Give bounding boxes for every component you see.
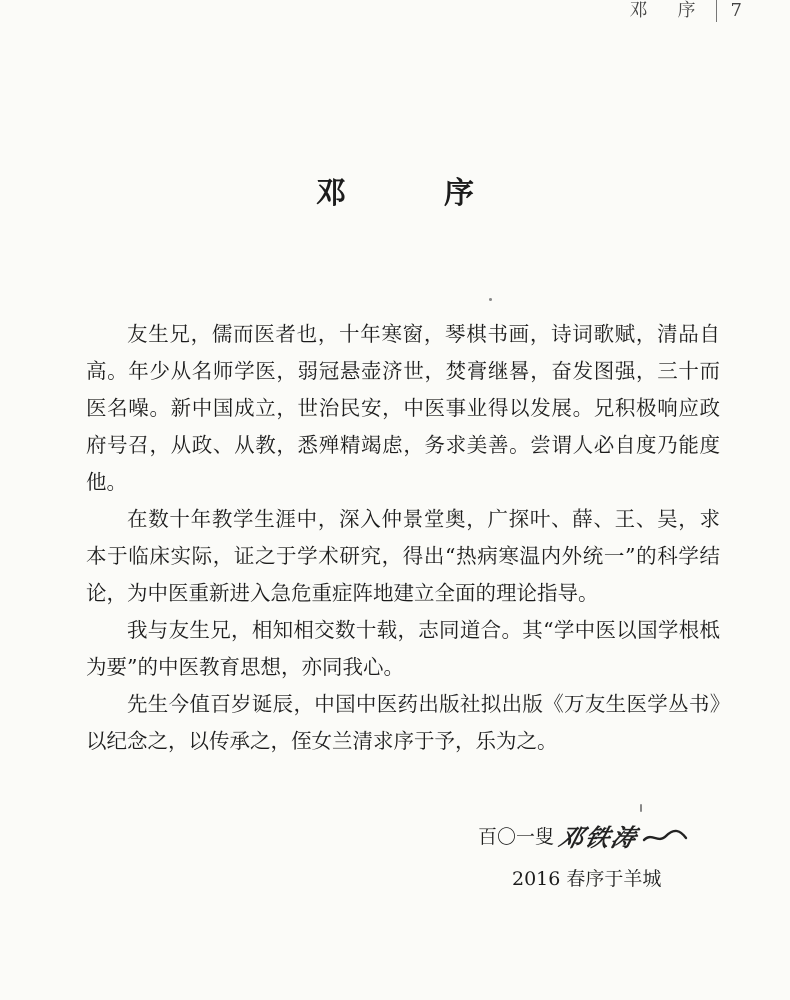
running-head-page-number: 7 bbox=[730, 0, 748, 21]
handwritten-signature: 邓铁涛 bbox=[555, 822, 642, 852]
preface-paragraph: 先生今值百岁诞辰，中国中医药出版社拟出版《万友生医学丛书》以纪念之，以传承之，侄女兰清求序于予，乐为之。 bbox=[86, 692, 720, 753]
preface-paragraph: 友生兄，儒而医者也，十年寒窗，琴棋书画，诗词歌赋，清品自高。年少从名师学医，弱冠悬壶济世，焚膏继晷，奋发图强，三十而医名噪。新中国成立，世治民安，中医事业得以发展。兄积极响应政府号召，从政、从教，悉殚精竭虑，务求美善。尝谓人必自度乃能度他。 bbox=[86, 322, 720, 494]
signature-prefix: 百〇一叟 bbox=[478, 825, 555, 848]
running-head bbox=[630, 0, 748, 22]
paper-speck bbox=[640, 804, 642, 812]
signature-block bbox=[478, 812, 768, 891]
preface-body bbox=[86, 316, 720, 760]
signature-date: 2016 春序于羊城 bbox=[512, 868, 662, 890]
running-head-divider bbox=[716, 0, 717, 22]
page-title: 邓 序 bbox=[316, 176, 508, 211]
running-head-title: 邓 序 bbox=[629, 0, 702, 21]
preface-paragraph: 我与友生兄，相知相交数十载，志同道合。其“学中医以国学根柢为要”的中医教育思想，亦同我心。 bbox=[86, 618, 720, 679]
preface-paragraph: 在数十年教学生涯中，深入仲景堂奥，广探叶、薛、王、吴，求本于临床实际，证之于学术研究，得出“热病寒温内外统一”的科学结论，为中医重新进入急危重症阵地建立全面的理论指导。 bbox=[86, 507, 720, 605]
signature-flourish bbox=[642, 822, 688, 848]
signature-line bbox=[478, 812, 768, 858]
paper-speck bbox=[489, 298, 492, 301]
